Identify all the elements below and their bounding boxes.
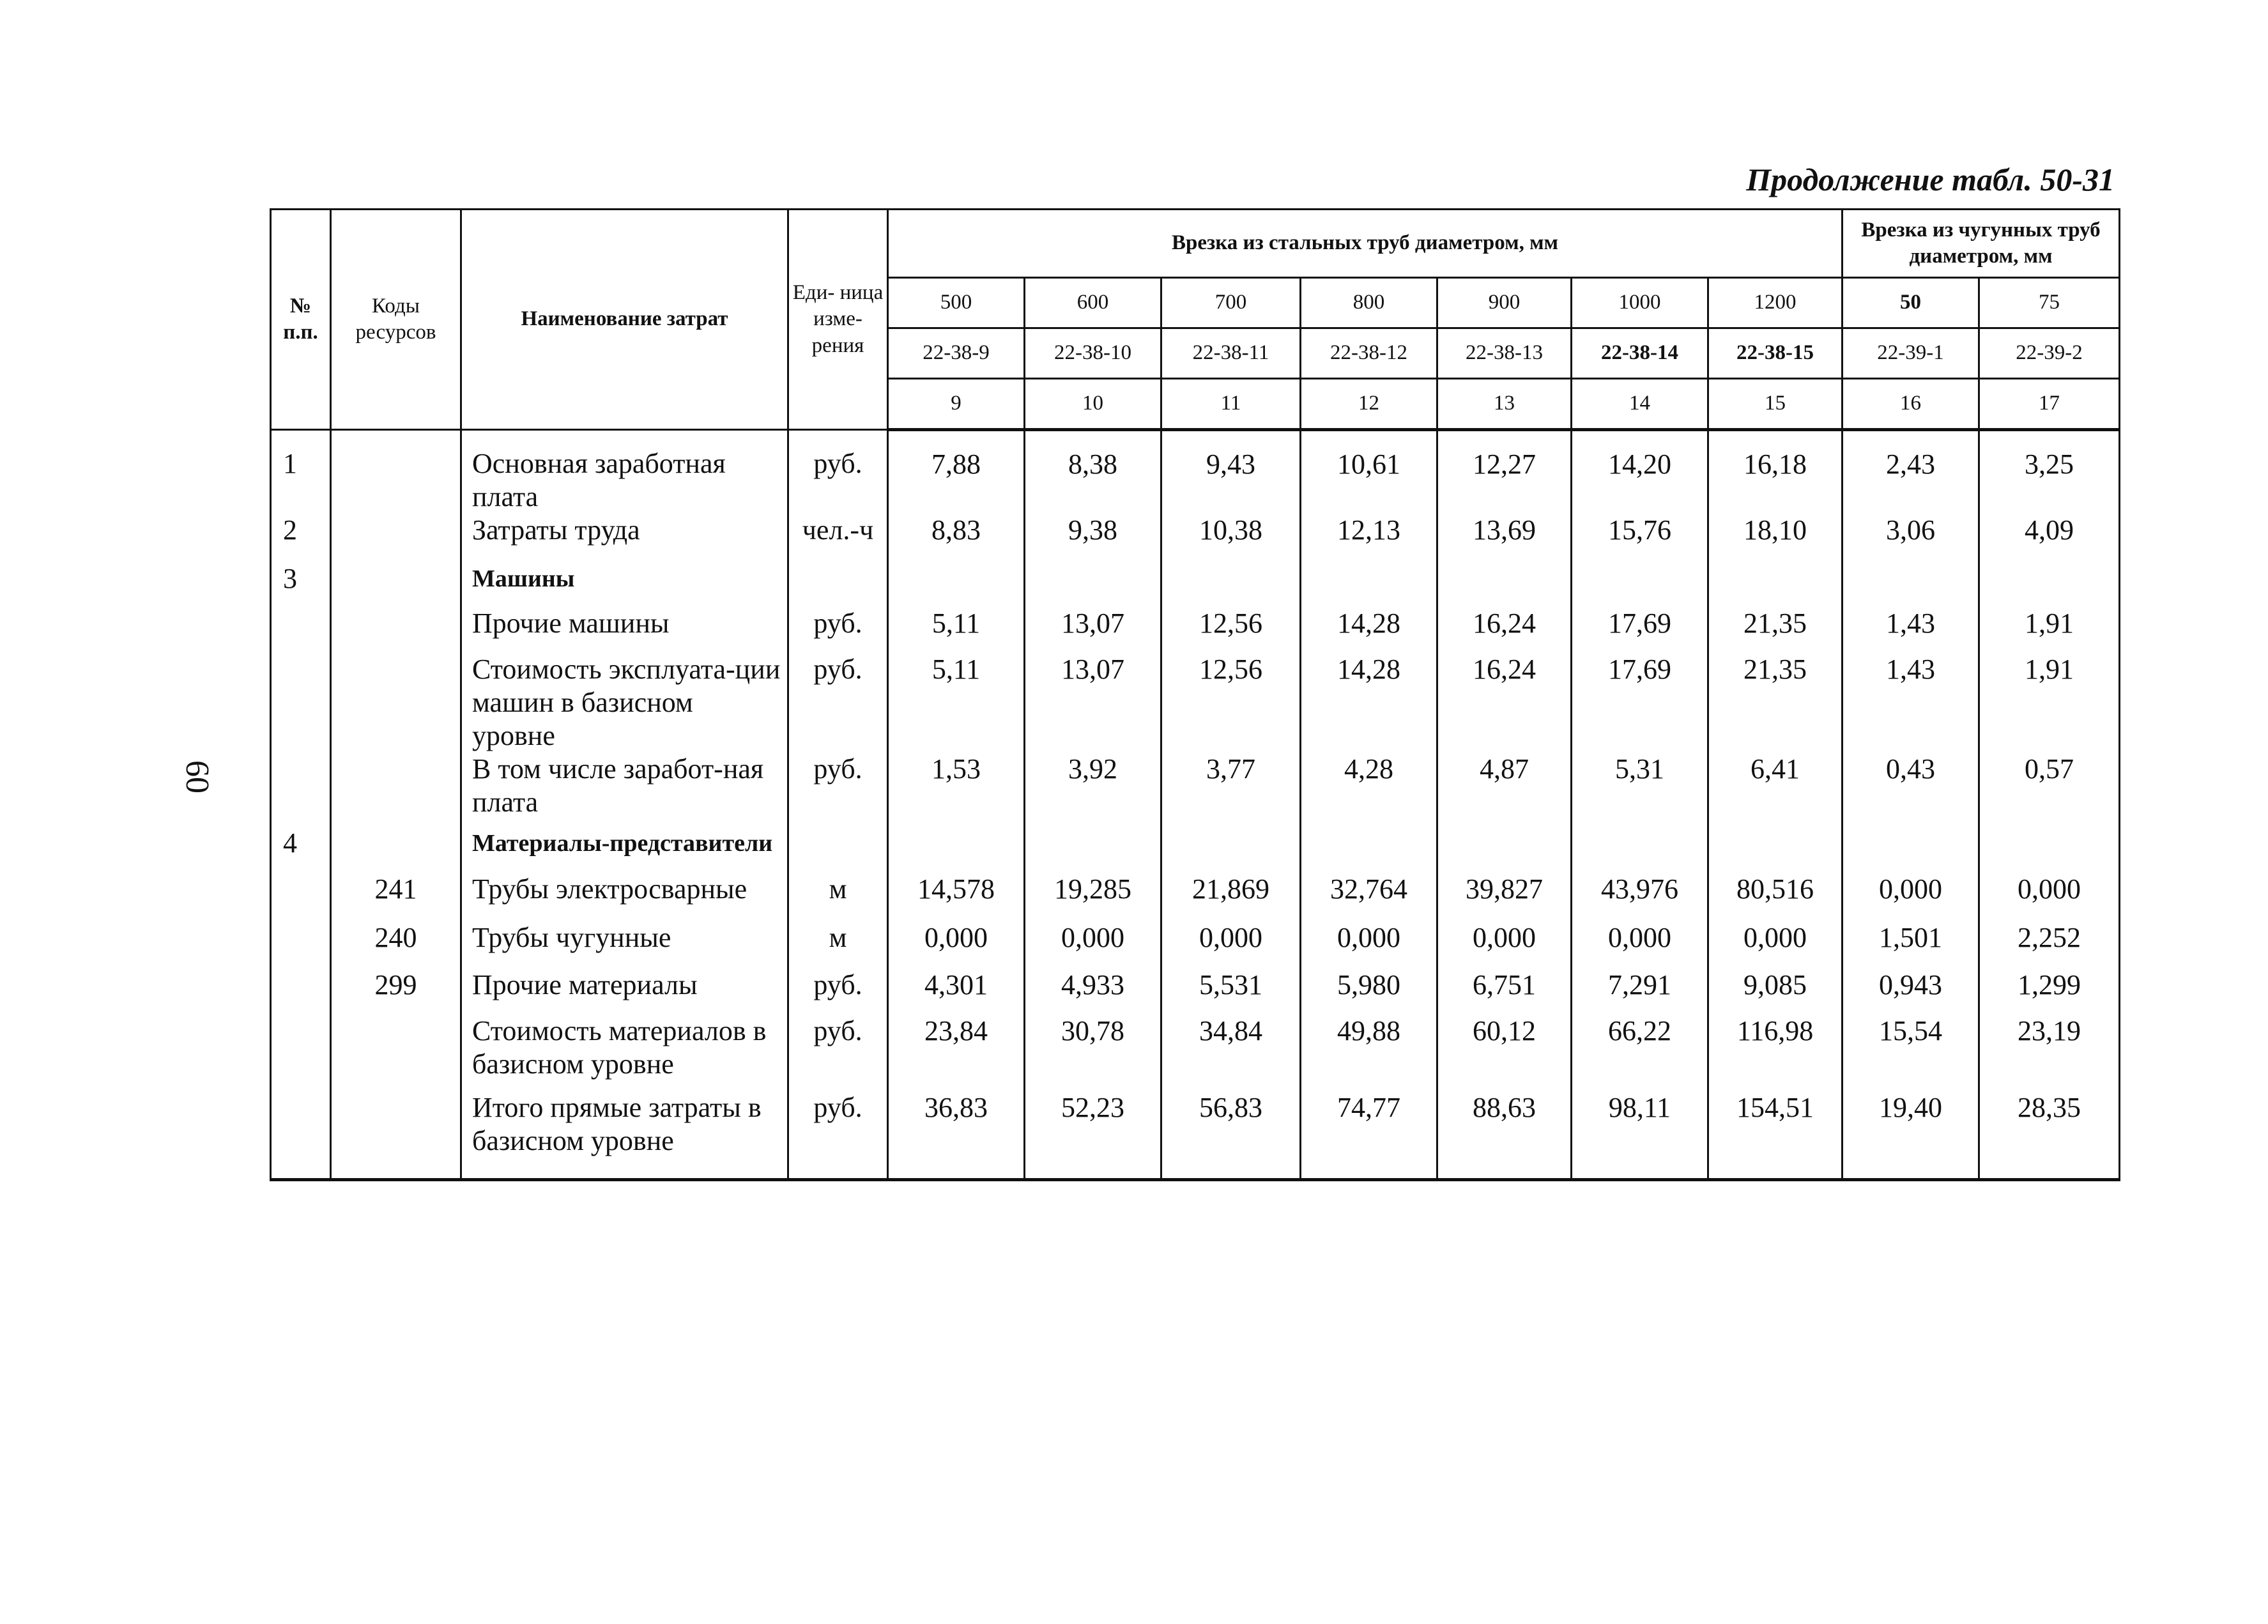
row-number	[271, 1091, 331, 1179]
value-cell	[1301, 827, 1437, 873]
value-cell: 8,83	[888, 514, 1025, 562]
value-cell	[1301, 562, 1437, 607]
header-diameter: 600	[1025, 278, 1161, 328]
header-column-number: 9	[888, 379, 1025, 430]
row-number	[271, 653, 331, 753]
resource-code	[331, 1015, 461, 1091]
cost-name: Трубы чугунные	[461, 921, 788, 969]
resource-code: 240	[331, 921, 461, 969]
header-diameter: 1000	[1572, 278, 1708, 328]
value-cell: 21,35	[1708, 607, 1843, 653]
row-number: 3	[271, 562, 331, 607]
header-column-number: 11	[1161, 379, 1301, 430]
unit-cell	[788, 562, 888, 607]
value-cell: 9,38	[1025, 514, 1161, 562]
value-cell: 52,23	[1025, 1091, 1161, 1179]
table-body	[271, 430, 2120, 1180]
value-cell: 8,38	[1025, 430, 1161, 514]
value-cell: 14,28	[1301, 607, 1437, 653]
unit-cell	[788, 827, 888, 873]
value-cell	[1979, 827, 2120, 873]
value-cell: 0,57	[1979, 753, 2120, 827]
header-group-cast: Врезка из чугунных труб диаметром, мм	[1843, 210, 2120, 278]
value-cell: 4,301	[888, 969, 1025, 1015]
cost-name: Итого прямые затраты в базисном уровне	[461, 1091, 788, 1179]
value-cell: 4,87	[1437, 753, 1572, 827]
value-cell: 0,000	[888, 921, 1025, 969]
value-cell: 1,91	[1979, 607, 2120, 653]
table-row	[271, 873, 2120, 921]
header-norm: 22-38-12	[1301, 328, 1437, 379]
table-continuation-title: Продолжение табл. 50-31	[1746, 162, 2115, 197]
unit-cell: руб.	[788, 1015, 888, 1091]
value-cell: 10,38	[1161, 514, 1301, 562]
header-norm: 22-38-13	[1437, 328, 1572, 379]
value-cell: 4,933	[1025, 969, 1161, 1015]
cost-name: Стоимость материалов в базисном уровне	[461, 1015, 788, 1091]
value-cell: 1,299	[1979, 969, 2120, 1015]
value-cell: 0,000	[1025, 921, 1161, 969]
header-column-number: 17	[1979, 379, 2120, 430]
value-cell: 28,35	[1979, 1091, 2120, 1179]
value-cell: 12,13	[1301, 514, 1437, 562]
value-cell	[1161, 562, 1301, 607]
value-cell: 13,69	[1437, 514, 1572, 562]
row-number	[271, 1015, 331, 1091]
value-cell: 154,51	[1708, 1091, 1843, 1179]
header-diameter: 50	[1843, 278, 1979, 328]
value-cell: 3,06	[1843, 514, 1979, 562]
value-cell: 3,77	[1161, 753, 1301, 827]
value-cell: 0,000	[1437, 921, 1572, 969]
header-norm: 22-39-2	[1979, 328, 2120, 379]
row-number	[271, 607, 331, 653]
value-cell: 9,43	[1161, 430, 1301, 514]
header-diameter: 800	[1301, 278, 1437, 328]
row-number	[271, 753, 331, 827]
resource-code: 299	[331, 969, 461, 1015]
value-cell: 34,84	[1161, 1015, 1301, 1091]
table-row	[271, 921, 2120, 969]
value-cell: 14,20	[1572, 430, 1708, 514]
value-cell	[888, 562, 1025, 607]
cost-name: Прочие машины	[461, 607, 788, 653]
resource-code	[331, 653, 461, 753]
value-cell: 98,11	[1572, 1091, 1708, 1179]
header-column-number: 14	[1572, 379, 1708, 430]
header-norm: 22-38-15	[1708, 328, 1843, 379]
value-cell	[1437, 562, 1572, 607]
value-cell: 2,43	[1843, 430, 1979, 514]
table-row	[271, 1015, 2120, 1091]
unit-cell: руб.	[788, 653, 888, 753]
unit-cell: руб.	[788, 753, 888, 827]
table-row	[271, 607, 2120, 653]
value-cell: 5,31	[1572, 753, 1708, 827]
row-number	[271, 921, 331, 969]
header-norm: 22-38-9	[888, 328, 1025, 379]
value-cell: 5,11	[888, 653, 1025, 753]
header-name: Наименование затрат	[461, 210, 788, 430]
unit-cell: руб.	[788, 969, 888, 1015]
header-group-steel: Врезка из стальных труб диаметром, мм	[888, 210, 1843, 278]
value-cell: 17,69	[1572, 607, 1708, 653]
value-cell: 56,83	[1161, 1091, 1301, 1179]
value-cell	[1025, 827, 1161, 873]
value-cell: 1,501	[1843, 921, 1979, 969]
cost-name: Стоимость эксплуата-ции машин в базисном уровне	[461, 653, 788, 753]
table-row	[271, 1091, 2120, 1179]
value-cell	[1843, 562, 1979, 607]
row-number: 2	[271, 514, 331, 562]
value-cell	[1708, 562, 1843, 607]
value-cell: 14,578	[888, 873, 1025, 921]
header-column-number: 15	[1708, 379, 1843, 430]
value-cell	[1708, 827, 1843, 873]
header-diameter: 900	[1437, 278, 1572, 328]
row-number: 4	[271, 827, 331, 873]
resource-code	[331, 430, 461, 514]
value-cell: 12,56	[1161, 653, 1301, 753]
value-cell	[1437, 827, 1572, 873]
table-row	[271, 562, 2120, 607]
unit-cell: руб.	[788, 607, 888, 653]
resource-code	[331, 827, 461, 873]
row-number	[271, 873, 331, 921]
value-cell: 19,285	[1025, 873, 1161, 921]
value-cell: 3,25	[1979, 430, 2120, 514]
value-cell: 19,40	[1843, 1091, 1979, 1179]
value-cell: 32,764	[1301, 873, 1437, 921]
value-cell: 9,085	[1708, 969, 1843, 1015]
value-cell	[1572, 827, 1708, 873]
value-cell: 43,976	[1572, 873, 1708, 921]
value-cell: 4,09	[1979, 514, 2120, 562]
value-cell: 66,22	[1572, 1015, 1708, 1091]
value-cell: 23,19	[1979, 1015, 2120, 1091]
value-cell: 12,56	[1161, 607, 1301, 653]
value-cell: 14,28	[1301, 653, 1437, 753]
table-header	[271, 210, 2120, 430]
value-cell: 10,61	[1301, 430, 1437, 514]
value-cell: 0,000	[1843, 873, 1979, 921]
value-cell: 4,28	[1301, 753, 1437, 827]
row-number	[271, 969, 331, 1015]
unit-cell: руб.	[788, 430, 888, 514]
value-cell: 13,07	[1025, 653, 1161, 753]
header-diameter: 1200	[1708, 278, 1843, 328]
header-norm: 22-38-11	[1161, 328, 1301, 379]
header-norm: 22-38-14	[1572, 328, 1708, 379]
value-cell: 0,000	[1708, 921, 1843, 969]
resource-code: 241	[331, 873, 461, 921]
table-row	[271, 514, 2120, 562]
cost-name: Затраты труда	[461, 514, 788, 562]
value-cell: 23,84	[888, 1015, 1025, 1091]
table-row	[271, 753, 2120, 827]
value-cell	[1572, 562, 1708, 607]
unit-cell: м	[788, 921, 888, 969]
cost-name: Основная заработная плата	[461, 430, 788, 514]
value-cell: 1,43	[1843, 653, 1979, 753]
resource-code	[331, 1091, 461, 1179]
value-cell: 60,12	[1437, 1015, 1572, 1091]
row-number: 1	[271, 430, 331, 514]
header-norm: 22-39-1	[1843, 328, 1979, 379]
value-cell: 15,54	[1843, 1015, 1979, 1091]
resource-code	[331, 514, 461, 562]
header-no: № п.п.	[271, 210, 331, 430]
value-cell	[1161, 827, 1301, 873]
value-cell	[1843, 827, 1979, 873]
table-row	[271, 430, 2120, 514]
value-cell: 0,000	[1572, 921, 1708, 969]
value-cell: 0,43	[1843, 753, 1979, 827]
value-cell	[1025, 562, 1161, 607]
header-column-number: 13	[1437, 379, 1572, 430]
value-cell: 74,77	[1301, 1091, 1437, 1179]
value-cell: 0,943	[1843, 969, 1979, 1015]
unit-cell: чел.-ч	[788, 514, 888, 562]
header-column-number: 10	[1025, 379, 1161, 430]
value-cell: 16,24	[1437, 653, 1572, 753]
value-cell: 80,516	[1708, 873, 1843, 921]
value-cell: 0,000	[1979, 873, 2120, 921]
value-cell: 5,11	[888, 607, 1025, 653]
table-row	[271, 827, 2120, 873]
resource-code	[331, 753, 461, 827]
unit-cell: м	[788, 873, 888, 921]
value-cell: 15,76	[1572, 514, 1708, 562]
resource-code	[331, 607, 461, 653]
value-cell: 16,18	[1708, 430, 1843, 514]
value-cell: 3,92	[1025, 753, 1161, 827]
value-cell: 36,83	[888, 1091, 1025, 1179]
header-column-number: 12	[1301, 379, 1437, 430]
value-cell: 18,10	[1708, 514, 1843, 562]
value-cell: 21,35	[1708, 653, 1843, 753]
table-row	[271, 653, 2120, 753]
value-cell: 17,69	[1572, 653, 1708, 753]
value-cell: 21,869	[1161, 873, 1301, 921]
value-cell: 39,827	[1437, 873, 1572, 921]
header-diameter: 700	[1161, 278, 1301, 328]
value-cell: 116,98	[1708, 1015, 1843, 1091]
value-cell: 7,88	[888, 430, 1025, 514]
table-row	[271, 969, 2120, 1015]
value-cell: 6,41	[1708, 753, 1843, 827]
value-cell: 49,88	[1301, 1015, 1437, 1091]
header-norm: 22-38-10	[1025, 328, 1161, 379]
value-cell: 5,980	[1301, 969, 1437, 1015]
cost-name: Машины	[461, 562, 788, 607]
value-cell: 1,53	[888, 753, 1025, 827]
resource-code	[331, 562, 461, 607]
value-cell: 7,291	[1572, 969, 1708, 1015]
value-cell: 0,000	[1161, 921, 1301, 969]
cost-name: Прочие материалы	[461, 969, 788, 1015]
header-unit: Еди- ница изме- рения	[788, 210, 888, 430]
header-diameter: 500	[888, 278, 1025, 328]
value-cell: 2,252	[1979, 921, 2120, 969]
value-cell: 1,91	[1979, 653, 2120, 753]
value-cell: 88,63	[1437, 1091, 1572, 1179]
cost-name: В том числе заработ-ная плата	[461, 753, 788, 827]
value-cell: 6,751	[1437, 969, 1572, 1015]
value-cell: 13,07	[1025, 607, 1161, 653]
cost-name: Материалы-представители	[461, 827, 788, 873]
value-cell	[888, 827, 1025, 873]
value-cell: 16,24	[1437, 607, 1572, 653]
header-diameter: 75	[1979, 278, 2120, 328]
header-column-number: 16	[1843, 379, 1979, 430]
value-cell: 30,78	[1025, 1015, 1161, 1091]
cost-table	[270, 208, 2120, 1181]
value-cell: 0,000	[1301, 921, 1437, 969]
page-number: 60	[179, 760, 215, 793]
cost-name: Трубы электросварные	[461, 873, 788, 921]
header-codes: Коды ресурсов	[331, 210, 461, 430]
unit-cell: руб.	[788, 1091, 888, 1179]
value-cell	[1979, 562, 2120, 607]
value-cell: 5,531	[1161, 969, 1301, 1015]
value-cell: 12,27	[1437, 430, 1572, 514]
value-cell: 1,43	[1843, 607, 1979, 653]
